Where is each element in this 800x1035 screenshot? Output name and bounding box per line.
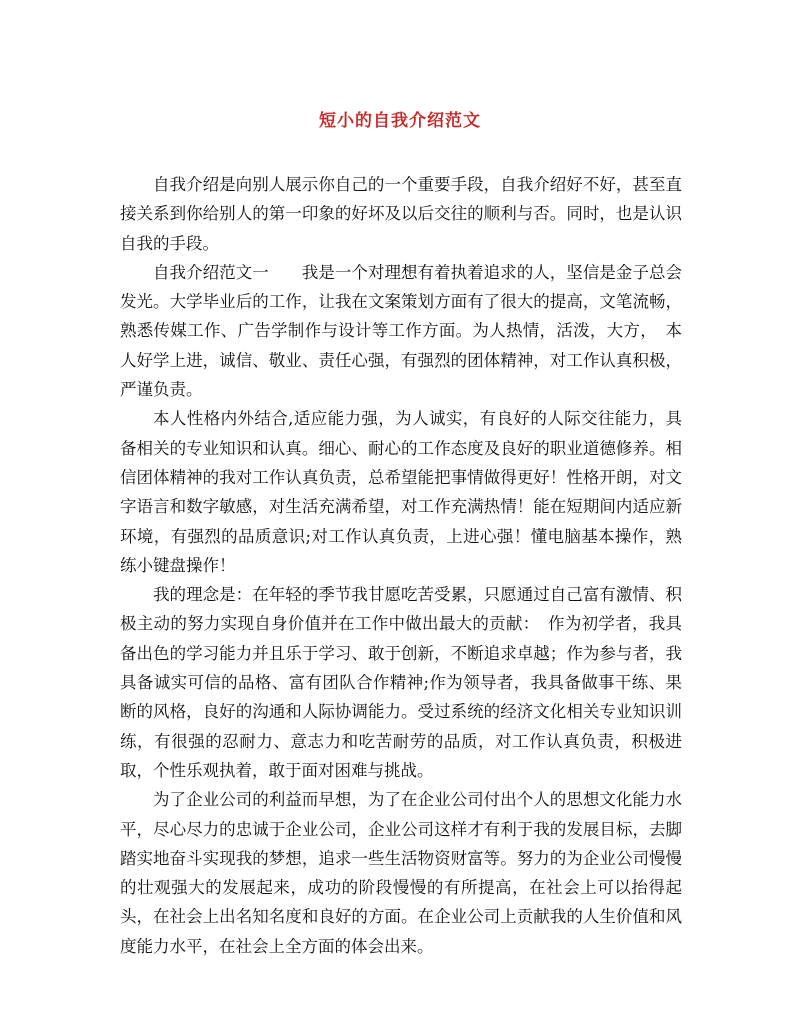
paragraph-intro: 自我介绍是向别人展示你自己的一个重要手段，自我介绍好不好，甚至直接关系到你给别人的第一印象的好坏及以后交往的顺利与否。同时，也是认识自我的手段。 [120,175,682,253]
paragraph-philosophy: 我的理念是：在年轻的季节我甘愿吃苦受累，只愿通过自己富有激情、积极主动的努力实现自身价值并在工作中做出最大的贡献： 作为初学者，我具备出色的学习能力并且乐于学习、敢于创新，不断追求卓越；作为参与者，我具备诚实可信的品格、富有团队合作精神;作为领导者，我具备做事干练、果断的风格，良好的沟通和人际协调能力。受过系统的经济文化相关专业知识训练，有很强的忍耐力、意志力和吃苦耐劳的品质，对工作认真负责，积极进取，个性乐观执着，敢于面对困难与挑战。 [120,585,682,780]
paragraph-sample-one: 自我介绍范文一 我是一个对理想有着执着追求的人，坚信是金子总会发光。大学毕业后的工作，让我在文案策划方面有了很大的提高，文笔流畅，熟悉传媒工作、广告学制作与设计等工作方面。为人热情，活泼，大方， 本人好学上进，诚信、敬业、责任心强，有强烈的团体精神，对工作认真积极，严谨负责。 [120,262,682,400]
document-title: 短小的自我介绍范文 [319,111,481,131]
paragraph-company-goals: 为了企业公司的利益而早想，为了在企业公司付出个人的思想文化能力水平，尽心尽力的忠诚于企业公司，企业公司这样才有利于我的发展目标，去脚踏实地奋斗实现我的梦想，追求一些生活物资财富等。努力的为企业公司慢慢的壮观强大的发展起来，成功的阶段慢慢的有所提高，在社会上可以抬得起头，在社会上出名知名度和良好的方面。在企业公司上贡献我的人生价值和风度能力水平，在社会上全方面的体会出来。 [120,790,682,956]
paragraph-personality: 本人性格内外结合,适应能力强，为人诚实，有良好的人际交往能力，具备相关的专业知识和认真。细心、耐心的工作态度及良好的职业道德修养。相信团体精神的我对工作认真负责，总希望能把事情做得更好！性格开朗，对文字语言和数字敏感，对生活充满希望，对工作充满热情！能在短期间内适应新环境，有强烈的品质意识;对工作认真负责，上进心强！懂电脑基本操作，熟练小键盘操作！ [120,409,682,575]
document-body [120,170,682,961]
